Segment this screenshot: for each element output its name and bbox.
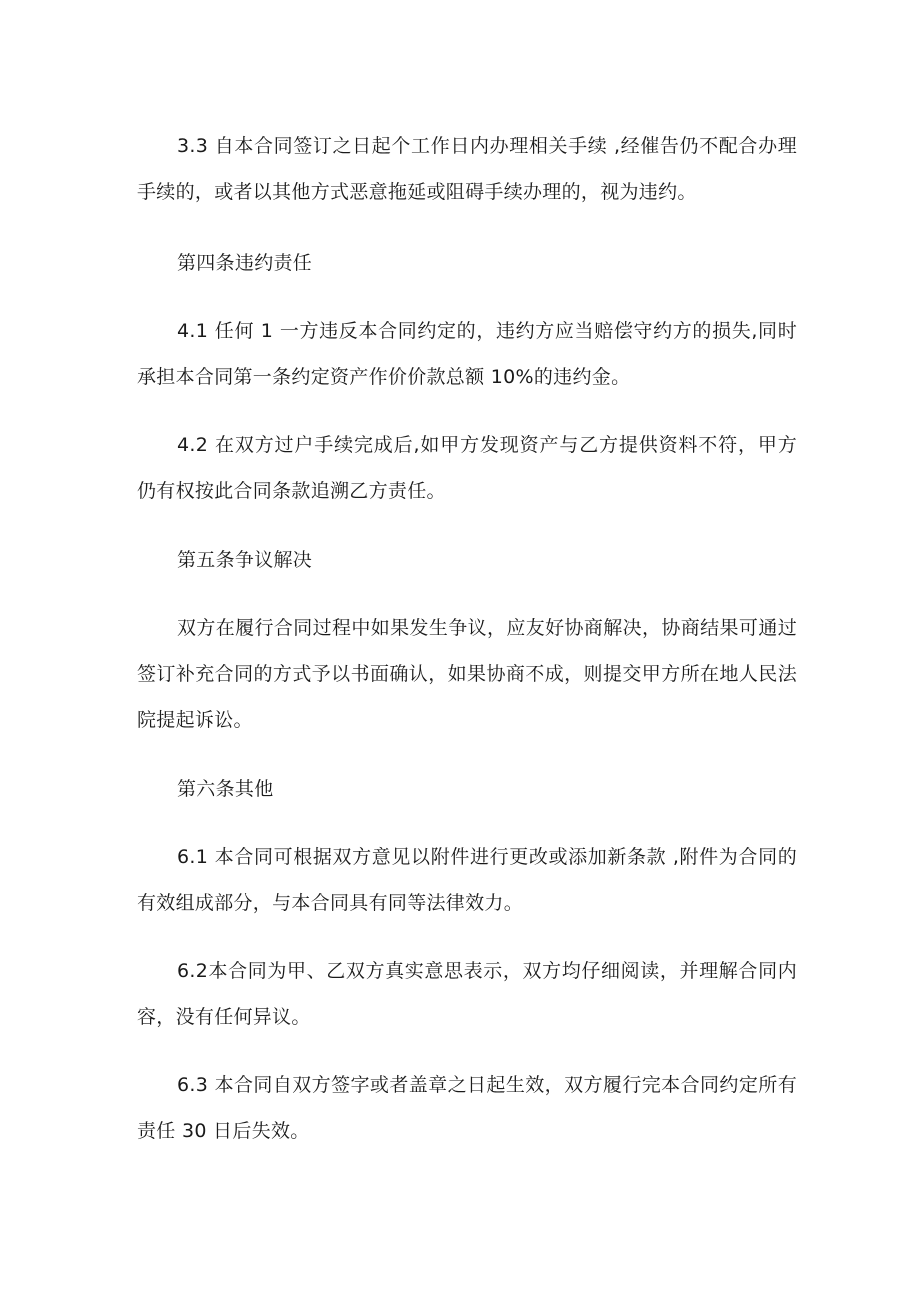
clause-3-3: 3.3 自本合同签订之日起个工作日内办理相关手续 ,经催告仍不配合办理手续的，或者以其他方式恶意拖延或阻碍手续办理的，视为违约。 <box>137 135 797 203</box>
article-5-heading: 第五条争议解决 <box>177 549 313 571</box>
clause-6-3: 6.3 本合同自双方签字或者盖章之日起生效，双方履行完本合同约定所有责任 30 日后失效。 <box>137 1074 797 1142</box>
article-4-heading: 第四条违约责任 <box>177 252 313 274</box>
clause-6-2: 6.2本合同为甲、乙双方真实意思表示，双方均仔细阅读，并理解合同内容，没有任何异议。 <box>137 960 797 1028</box>
clause-6-1: 6.1 本合同可根据双方意见以附件进行更改或添加新条款 ,附件为合同的有效组成部分，与本合同具有同等法律效力。 <box>137 846 797 914</box>
clause-4-1: 4.1 任何 1 一方违反本合同约定的，违约方应当赔偿守约方的损失,同时承担本合同第一条约定资产作价价款总额 10%的违约金。 <box>137 320 797 388</box>
clause-4-2: 4.2 在双方过户手续完成后,如甲方发现资产与乙方提供资料不符，甲方仍有权按此合同条款追溯乙方责任。 <box>137 434 797 502</box>
article-6-heading: 第六条其他 <box>177 778 274 800</box>
dispute-resolution-paragraph: 双方在履行合同过程中如果发生争议，应友好协商解决，协商结果可通过签订补充合同的方式予以书面确认，如果协商不成，则提交甲方所在地人民法院提起诉讼。 <box>137 617 797 731</box>
